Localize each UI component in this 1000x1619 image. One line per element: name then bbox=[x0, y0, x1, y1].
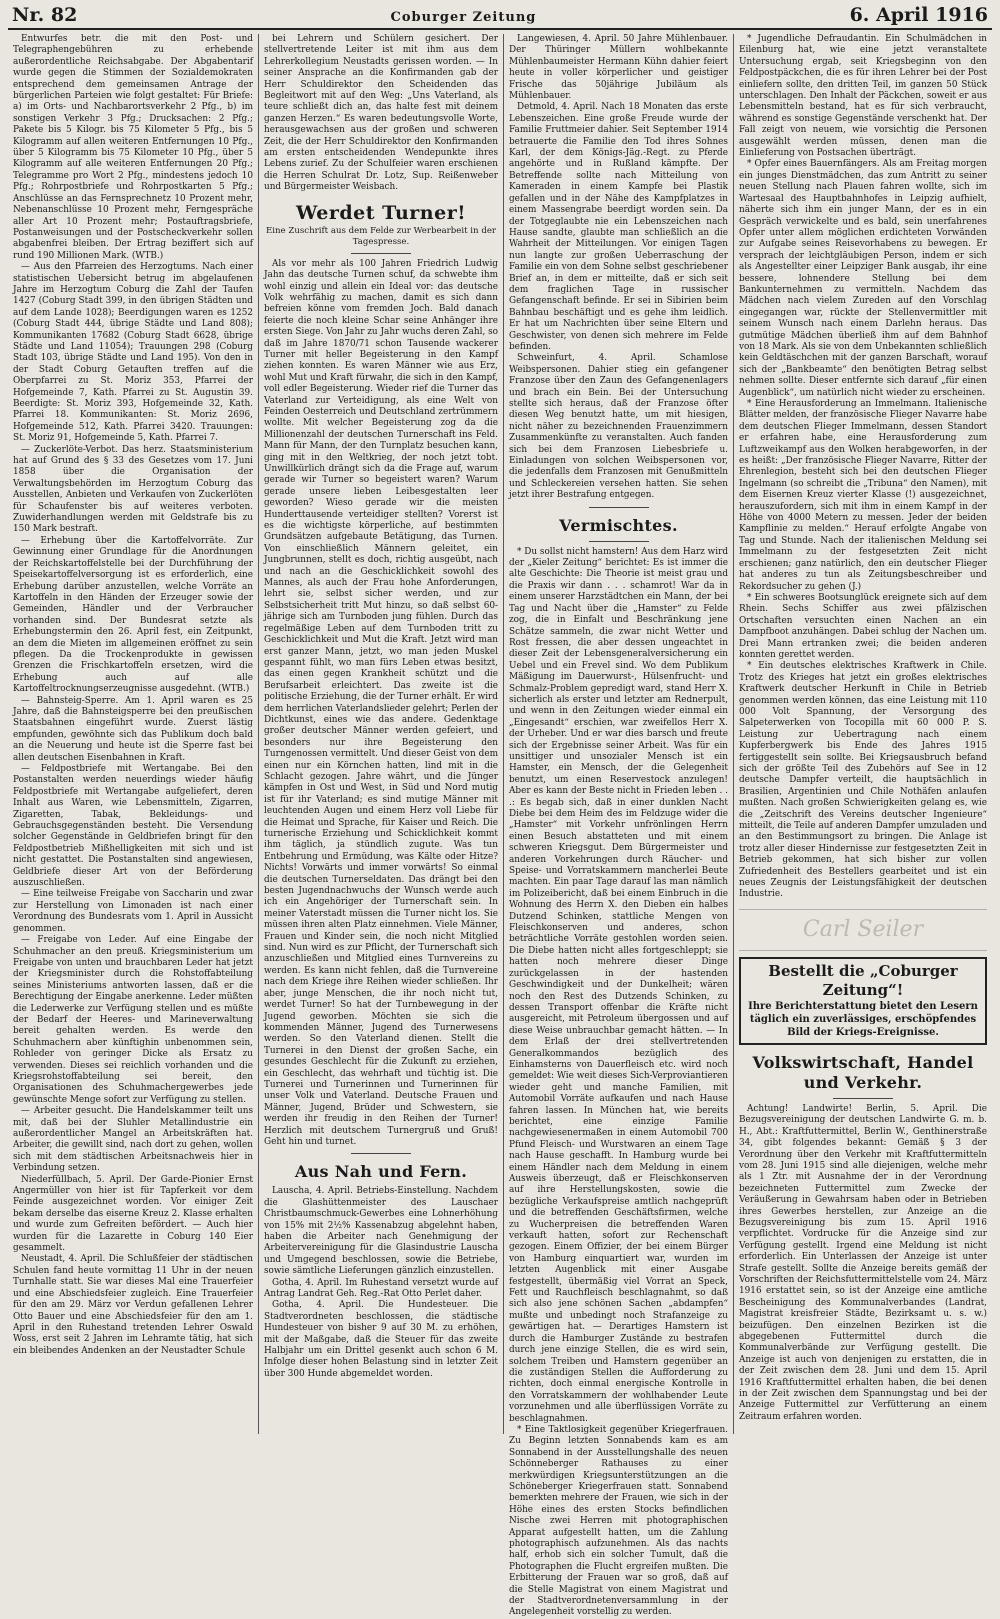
columns bbox=[8, 34, 992, 1618]
column-1 bbox=[8, 34, 258, 1434]
section-heading-vermischtes: Vermischtes. bbox=[559, 515, 678, 535]
article-paragraph: * Opfer eines Bauernfängers. Als am Freitag morgen ein junges Dienstmädchen, das zum Antritt zu seiner neuen Stellung nach Plauen fahren wollte, sich im Wartesaal des Hauptbahnhofes in Leipzig aufhielt, näherte sich ihm ein junger Mann, der es in ein Gespräch verwickelte und es bald, sein unerfahrenes Opfer unter allem möglichen erdichteten Vorwänden zur Aufgabe seines Reisevorhabens zu bewegen. Er versprach der leichtgläubigen Person, indem er sich als Angestellter einer Leipziger Bank ausgab, ihr eine bessere, lohnendere Stellung bei dem Bankunternehmen zu vermitteln. Nachdem das Mädchen nach vielem Zureden auf den Vorschlag eingegangen war, rückte der Stellenvermittler mit seinem Wunsch nach einem Darlehn heraus. Das gutmütige Mädchen überließ ihm auf dem Bahnhof von 18 Mark. Als sie von dem Unbekannten schließlich kein Geldtäschchen mit der ganzen Barschaft, worauf sich der „Bankbeamte“ den benötigten Betrag selbst nehmen sollte. Dieser entfernte sich darauf „für einen Augenblick“, um natürlich nicht wieder zu erscheinen. bbox=[739, 159, 987, 398]
ad-headline: Bestellt die „Coburger Zeitung“! bbox=[768, 961, 958, 999]
newspaper-title: Coburger Zeitung bbox=[390, 10, 537, 25]
article-paragraph: Gotha, 4. April. Die Hundesteuer. Die Stadtverordneten beschlossen, die städtische Hundesteuer von bisher 9 auf 30 M. zu erhöhen, mit der Maßgabe, daß die Steuer für das zweite Halbjahr um ein Drittel gesenkt auch schon 6 M. Infolge dieser hohen Belastung sind in letzter Zeit über 300 Hunde abgemeldet worden. bbox=[264, 1300, 498, 1379]
article-paragraph: — Aus den Pfarreien des Herzogtums. Nach einer statistischen Uebersicht betrug im abgelaufenen Jahre im Herzogtum Coburg die Zahl der Taufen 1427 (Coburg Stadt 399, in den übrigen Städten und auf dem Lande 1028); Beerdigungen waren es 1252 (Coburg Stadt 444, übrige Städte und Land 808); Kommunikanten 17682 (Coburg Stadt 6628, übrige Städte und Land 11054); Trauungen 298 (Coburg Stadt 103, übrige Städte und Land 195). Von den in der Stadt Coburg Getauften treffen auf die Oberpfarrei zu St. Moriz 353, Pfarrei der Hofgemeinde 7, Kath. Pfarrei zu St. Augustin 39. Beerdigte: St. Moriz 393, Hofgemeinde 32, Kath. Pfarrei 18. Kommunikanten: St. Moriz 2696, Hofgemeinde 512, Kath. Pfarrei 3420. Trauungen: St. Moriz 91, Hofgemeinde 5, Kath. Pfarrei 7. bbox=[13, 262, 253, 444]
section-heading-turner: Werdet Turner! bbox=[295, 201, 467, 224]
article-paragraph: * Eine Herausforderung an Immelmann. Italienische Blätter melden, der französische Flieger Navarre habe dem deutschen Flieger Immelmann, dessen Standort er erfahren habe, eine Herausforderung zum Luftzweikampf aus den Wolken herabgeworfen, in der es heißt: „Der französische Flieger Navarre, Ritter der Ehrenlegion, besteht sich bei den deutschen Flieger Ingelmann (so schreibt die „Tribuna“ den Namen), mit dem Eisernen Kreuz vierter Klasse (!) ausgezeichnet, herauszufordern, sich mit ihm in einem Kampf in der Höhe von 4000 Metern zu messen. Jeder der beiden Kampflinie zu melden.“ Herauf erfolgte Angabe von Tag und Stunde. Nach der italienischen Meldung sei Immelmann zu der festgesetzten Zeit nicht erschienen; ganz natürlich, den ein deutscher Flieger hat anderes zu tun als Zeitungsbeschreiber und Rekordsucher zu gehen (J.) bbox=[739, 399, 987, 592]
section-heading-volkswirtschaft: Volkswirtschaft, Handel und Verkehr. bbox=[752, 1052, 974, 1092]
article-paragraph: — Freigabe von Leder. Auf eine Eingabe der Schuhmacher an den preuß. Kriegsministerium um Freigabe von unten und brauchbaren Leder hat jetzt der Kriegsminister durch die Rohstoffabteilung seines Ministeriums antworten lassen, daß er die Berechtigung der Eingabe anerkenne. Leder müßten die Lederwerke zur Verfügung stellen und es müßte der Bedarf der Heeres- und Marineverwaltung bereit gehalten werden. Es werde den Schuhmachern aber künftighin unbenommen sein, Rohleder von geringer Dicke als Ersatz zu verwenden. Dieses sei reichlich vorhanden und die Kriegsrohstoffabteilung sei bereit, den Organisationen des Schuhmachergewerbes jede gewünschte Menge sofort zur Verfügung zu stellen. bbox=[13, 935, 253, 1105]
article-paragraph: Gotha, 4. April. Im Ruhestand versetzt wurde auf Antrag Landrat Geh. Reg.-Rat Otto Perlet daher. bbox=[264, 1277, 498, 1300]
divider bbox=[351, 253, 411, 254]
article-paragraph: — Arbeiter gesucht. Die Handelskammer teilt uns mit, daß bei der Sluhler Metallindustrie ein außerordentlicher Mangel an Arbeitskräften hat. Arbeiter, die gewillt sind, nach dort zu gehen, wollen sich mit dem städtischen Arbeitsnachweis hier in Verbindung setzen. bbox=[13, 1106, 253, 1174]
masthead bbox=[8, 4, 992, 30]
divider bbox=[351, 1153, 411, 1154]
article-paragraph: bei Lehrern und Schülern gesichert. Der stellvertretende Leiter ist mit ihm aus dem Lehrerkollegium Neustadts gerissen worden. — In seiner Ansprache an die Konfirmanden gab der Herr Schuldirektor den Scheidenden das Begleitwort mit auf den Weg: „Uns Vaterland, als teure schließt dich an, das halte fest mit deinem ganzen Herzen.“ Es waren bedeutungsvolle Worte, herausgewachsen aus der großen und schweren Zeit, die der Herr Schuldirektor den Konfirmanden am ersten entscheidenden Wendepunkte ihres Lebens zurief. Zu der Schulfeier waren erschienen die Herren Schulrat Dr. Lotz, Sup. Reißenweber und Bürgermeister Weisbach. bbox=[264, 34, 498, 193]
article-paragraph: — Zuckerlöte-Verbot. Das herz. Staatsministerium hat auf Grund des § 33 des Gesetzes vom 17. Juni 1858 über die Organisation der Verwaltungsbehörden im Herzogtum Coburg das Ausstellen, Anbieten und Verkaufen von Zuckerlöten für Schaufenster bis auf weiteres verboten. Zuwiderhandlungen werden mit Geldstrafe bis zu 150 Mark bestraft. bbox=[13, 444, 253, 535]
section-subtitle: Eine Zuschrift aus dem Felde zur Werbearbeit in der Tagespresse. bbox=[265, 225, 497, 247]
section-heading-nah-fern: Aus Nah und Fern. bbox=[294, 1162, 468, 1182]
divider bbox=[833, 1098, 893, 1099]
article-paragraph: * Jugendliche Defraudantin. Ein Schulmädchen in Eilenburg hat, wie eine jetzt veranstaltete Untersuchung ergab, seit Kriegsbeginn von den Feldpostpäckchen, die es für ihren Lehrer bei der Post einliefern sollte, den dritten Teil, im ganzen 50 Stück unterschlagen. Den Inhalt der Päckchen, soweit er aus Lebensmitteln bestand, hat es für sich verbraucht, während es sonstige Gegenstände verschenkt hat. Der Fall zeigt von neuem, wie vorsichtig die Personen ausgewählt werden müssen, denen man die Einlieferung von Postsachen überträgt. bbox=[739, 34, 987, 159]
divider bbox=[589, 507, 649, 508]
faded-stamp-imprint: Carl Seiler bbox=[739, 909, 987, 951]
article-paragraph: * Du sollst nicht hamstern! Aus dem Harz wird der „Kieler Zeitung“ berichtet: Es ist immer die alte Geschichte: Die Theorie ist meist grau und die Praxis wir dann . . . schamrot! War da in einem unserer Harzstädtchen ein Mann, der bei Tag und Nacht über die „Hamster“ zu Felde zog, die in Einfalt und Beschränkung jene Schätze sammeln, die zwar nicht Wetter und Rost fressen, die aber dessen ungeachtet in dieser Zeit der Lebensgeneralversicherung ein Uebel und ein Frevel sind. Wo dem Publikum Mäßigung im Dauerwurst-, Hülsenfrucht- und Schmalz-Problem gepredigt ward, stand Herr X. sicherlich als erster und letzter am Rednerpult, und wenn in den Zeitungen wieder einmal ein „Eingesandt“ erschien, war zweifellos Herr X. der Urheber. Und er war dies barsch und freute sich der Ergebnisse seiner Arbeit. Was für ein unsittiger und unsozialer Mensch ist ein Hamster, ein Mensch, der die Gelegenheit benutzt, um einen Reservestock anzulegen! Aber es kann der Beste nicht in Frieden leben . . .: Es begab sich, daß in einer dunklen Nacht Diebe bei dem Heim des im Feldzuge wider die „Hamster“ mit Vorkehr unfrönlingen Herrn einen Besuch abstatteten und mit einem schweren Kriegsgut. Dem Bürgermeister und anderen Vorkehrungen durch Räucher- und Speise- und Vorratskammern mancherlei Beute machten. Ein paar Tage darauf las man nämlich im Polizeibericht, daß bei einem Einbruch in die Wohnung des Herrn X. den Dieben ein halbes Dutzend Schinken, stattliche Mengen von Fleischkonserven und anderes, schon beträchtliche Vorräte gestohlen worden seien. Die Diebe hatten nicht alles fortgeschleppt; sie hatten noch mehrere dieser Dinge zurückgelassen in der hastenden Geschwindigkeit und der Dunkelheit; wären noch den Rest des Dutzends Schinken, zu dessen Transport offenbar die Kräfte nicht ausgereicht, mit Petroleum übergossen und auf diese Weise unbrauchbar gemacht hätten. — In dem Erlaß der drei stellvertretenden Generalkommandos bezüglich des Einhamsterns von Dauerfleisch etc. wird noch gemeldet: Wie weit dieses Sich-Verproviantieren wieder geht und manche Familien, mit Automobil Vorräte aufkaufen und nach Hause fahren lassen. In München hat, wie bereits berichtet, eine einzige Familie nachgewiesenermaßen in einem Automobil 700 Pfund Fleisch- und Wurstwaren an einem Tage nach Hause geschafft. In Hamburg wurde bei einem Händler nach dem Meldung in einem Ausweis überzeugt, daß er Fleischkonserven auf ihre Herstellungskosten, sowie die bezügliche Verkaufspreise amtlich nachgeprüft und die betreffenden Geschäftsfirmen, welche zu Wucherpreisen die betreffenden Waren verkauft hatten, sofort zur Rechenschaft gezogen. Einem Offizier, der bei einem Bürger von Hamburg einquartiert war, wurden im letzten Augenblick mit einer Ausgabe festgestellt, übermäßig viel Vorrat an Speck, Fett und Rauchfleisch beschlagnahmt, so daß sich also jene schönen Sachen „abdampfen“ mußte und unbedingt noch Strafanzeige zu gewärtigen hat. — Derartiges Hamstern ist durch die Hamburger Zustände zu bestrafen durch jene einzige Stellen, die es wird sein, solchem Treiben und Hamstern gegenüber an die zuständigen Stellen die Aufforderung zu richten, doch einmal energische Kontrolle in den Vorratskammern der wohlhabender Leute vorzunehmen und alle überflüssigen Vorräte zu beschlagnahmen. bbox=[509, 546, 728, 1424]
article-paragraph: — Erhebung über die Kartoffelvorräte. Zur Gewinnung einer Grundlage für die Anordnungen der Reichskartoffelstelle bei der Durchführung der Speisekartoffelversorgung ist es erforderlich, eine Erhebung darüber anzustellen, welche Vorräte an Kartoffeln in den Händen der Erzeuger sowie der Gemeinden, Händler und der Verbraucher vorhanden sind. Der Bundesrat setzte als Erhebungstermin den 26. April fest, ein Zeitpunkt, an dem die Mieten im allgemeinen eröffnet zu sein pflegen. Da die Trockenprodukte in gewissen Grenzen die Frischkartoffeln ersetzen, wird die Erhebung auch auf alle Kartoffeltrocknungserzeugnisse ausgedehnt. (WTB.) bbox=[13, 535, 253, 695]
issue-date: 6. April 1916 bbox=[849, 4, 988, 26]
article-paragraph: Als vor mehr als 100 Jahren Friedrich Ludwig Jahn das deutsche Turnen schuf, da schwebte ihm wohl einzig und allein ein Ideal vor: das deutsche Volk wehrfähig zu machen, damit es sich dann befreien könne vom fremden Joch. Bald danach feierte die noch kleine Schar seine Anhänger ihre ersten Siege. Von Jahr zu Jahr wuchs deren Zahl, so daß im Jahre 1870/71 schon Tausende wackerer Turner mit heller Begeisterung in den Kampf ziehen konnten. Es waren Männer wie aus Erz, wohl Mut und Kraft fürwahr, die sich in den Kampf, voll edler Begeisterung. Wieder rief die Turner das Vaterland zur Verteidigung, als eine Welt von Feinden Oesterreich und Deutschland zertrümmern wollte. Mit welcher Begeisterung zog da die Millionenzahl der deutschen Turnerschaft ins Feld. Mann für Mann, der den Turnplatz besuchen kann, ging mit in den Weltkrieg, der noch jetzt tobt. Unwillkürlich drängt sich da die Frage auf, warum gerade wir Turner so begeistert waren? Warum gerade unsere lieben Leibesgestalten leer geworden? Wieso gerade wir die meisten Hunderttausende verteidiger stellten? Vorerst ist es die wichtigste körperliche, auf bestimmten Grundsätzen aufgebaute Betätigung, das Turnen. Von einschließlich Männern geleitet, ein Jungbrunnen, stellt es doch, richtig ausgeübt, nach und nach an die Geschicklichkeit sowohl des Mannes, als auch der Frau hohe Anforderungen, lehrt sie, selbst sicher werden, und zur Selbstsicherheit tritt Mut hinzu, so daß selbst 60-jährige sich am Turnboden jung fühlen. Durch das regelmäßige Leben auf dem Turnboden tritt zu Geschicklichkeit und Mut die Kraft. Jetzt wird man erst ganzer Mann, jetzt, wo man jeden Muskel gespannt fühlt, wo man fürs Leben etwas besitzt, das einen gegen Krankheit schützt und die Berufsarbeit erleichtert. Das zweite ist die politische Erziehung, die der Turner erhält. Er wird dem herrlichen Vaterlandslieder gelehrt; Perlen der Dichtkunst, eines wie das andere. Gedenktage großer deutscher Männer werden gefeiert, und besonders nur ihre Begeisterung den Turngenossen vermittelt. Und dieser Geist von dem einen nur ein Körnchen hatten, lind mit in die Schlacht gezogen. Jahre währt, und die Jünger kämpfen in Ost und West, in Süd und Nord mutig ist für ihr Vaterland; es sind mutige Männer mit leuchtenden Augen und einem Herz voll Liebe für die Heimat und Sprache, für Kaiser und Reich. Die turnerische Erziehung und Schicklichkeit kommt ihm täglich, ja stündlich zugute. Was tun Entbehrung und Ermüdung, was Kälte oder Hitze? Nichts! Vorwärts und immer vorwärts! So einmal die deutschen Turnerseldaten. Das drängt bei den besten Jugendnachwuchs der Wunsch werde auch ich ein Angehöriger der Turnerschaft sein. In meiner Vaterstadt müssen die Turner nicht los. Sie müssen ihren alten Platz einnehmen. Viele Männer, Frauen und Kinder sein, die noch nicht Mitglied sind. Nun wird es zur Pflicht, der Turnerschaft sich anzuschließen und Mitglied eines Turnvereins zu werden. Es kann nicht fehlen, daß die Turnvereine nach dem Kriege ihre Reihen wieder schließen. Ihr aber, junge Menschen, die ihr noch nicht tut, werdet Turner! So hat der Turnbewegung in der Jugend geworben. Möchten sie sich die kommenden Männer, Jugend des Turnerwesens werden. So den Vaterland dienen. Stellt die Turnerei in den Dienst der großen Sache, ein gesundes Geschlecht für die Zukunft zu erziehen, ein Geschlecht, das wehrhaft und tüchtig ist. Die Turnerei und Turnerinnen und Turnerinnen für unser Volk und Vaterland. Deutsche Frauen und Männer, Jugend, Brüder und Schwestern, sie werden ihr freudig in den Reihen der Turner! Herzlich mit deutschem Turnergruß und Gruß! Geht hin und turnet. bbox=[264, 258, 498, 1147]
article-paragraph: Schweinfurt, 4. April. Schamlose Weibspersonen. Dahier stieg ein gefangener Franzose über den Zaun des Gefangenenlagers und brach ein Bein. Bei der Untersuchung stellte sich heraus, daß der Franzose öfter diesen Weg benutzt hatte, um mit hiesigen, nicht näher zu bezeichnenden Frauenzimmern Zusammenkünfte zu veranstalten. Auch fanden sich bei dem Franzosen Liebesbriefe u. Einladungen von solchen Weibspersonen vor, die jedenfalls dem Franzosen mit Genußmitteln und Schleckereien versehen hatten. Sie sehen jetzt ihrer Bestrafung entgegen. bbox=[509, 353, 728, 501]
column-3 bbox=[503, 34, 733, 1618]
article-paragraph: Lauscha, 4. April. Betriebs-Einstellung. Nachdem die Glashüttenmeister des Lauschaer Christbaumschmuck-Gewerbes eine Lohnerhöhung von 15% mit 2½% Kassenabzug abgelehnt haben, haben die Arbeiter nach Genehmigung der Arbeitervereinigung für die Glasindustrie Lauscha und Umgegend beschlossen, sowie die Betriebe, sowie sämtliche Lieferungen gänzlich einzustellen. bbox=[264, 1186, 498, 1277]
article-paragraph: * Ein schweres Bootsunglück ereignete sich auf dem Rhein. Sechs Schiffer aus zwei pfälzischen Ortschaften versuchten einen Nachen an ein Dampfboot anzuhängen. Dabei schlug der Nachen um. Drei Mann ertranken zwei; die beiden anderen konnten gerettet werden. bbox=[739, 592, 987, 660]
issue-number: Nr. 82 bbox=[12, 4, 78, 26]
article-paragraph: — Eine teilweise Freigabe von Saccharin und zwar zur Herstellung von Limonaden ist nach einer Verordnung des Bundesrats vom 1. April in Aussicht genommen. bbox=[13, 889, 253, 934]
article-paragraph: Entwurfes betr. die mit den Post- und Telegraphengebühren zu erhebende außerordentliche Reichsabgabe. Der Abgabentarif wurde gegen die Stimmen der Sozialdemokraten entsprechend dem gemeinsamen Antrage der bürgerlichen Parteien wie folgt gestaltet: Für Briefe: a) im Orts- und Nachbarortsverkehr 2 Pfg., b) im sonstigen Verkehr 3 Pfg.; Drucksachen: 2 Pfg.; Pakete bis 5 Kilogr. bis 75 Kilometer 5 Pfg., bis 5 Kilogramm auf allen weiteren Entfernungen 10 Pfg., über 5 Kilogramm bis 75 Kilometer 10 Pfg., über 5 Kilogramm auf alle weiteren Entfernungen 20 Pfg.; Telegramme pro Wort 2 Pfg., mindestens jedoch 10 Pfg.; Rohrpostbriefe und Rohrpostkarten 5 Pfg.; Anschlüsse an das Fernsprechnetz 10 Prozent mehr, Nebenanschlüsse 10 Prozent mehr, Ferngespräche aller Art 10 Prozent mehr; Postauftragsbriefe, Postanweisungen und der Postscheckverkehr sollen abgabenfrei bleiben. Der Ertrag beziffert sich auf rund 190 Millionen Mark. (WTB.) bbox=[13, 34, 253, 261]
article-paragraph: Niederfüllbach, 5. April. Der Garde-Pionier Ernst Angermüller von hier ist für Tapferkeit vor dem Feinde ausgezeichnet worden. Vor einiger Zeit bekam derselbe das eiserne Kreuz 2. Klasse erhalten und wurde zum Gefreiten befördert. — Auch hier wurden für die Lazarette in Coburg 140 Eier gesammelt. bbox=[13, 1174, 253, 1254]
column-4 bbox=[733, 34, 992, 1434]
article-paragraph: Langewiesen, 4. April. 50 Jahre Mühlenbauer. Der Thüringer Müllern wohlbekannte Mühlenbaumeister Hermann Kühn dahier feiert heute in voller körperlicher und geistiger Frische das 50jährige Jubiläum als Mühlenbauer. bbox=[509, 34, 728, 102]
article-paragraph: * Ein deutsches elektrisches Kraftwerk in Chile. Trotz des Krieges hat jetzt ein großes elektrisches Kraftwerk deutscher Herkunft in Chile in Betrieb genommen werden können, das eine Leistung mit 110 000 Volt Spannung, der Versorgung des Salpeterwerken von Tocopilla mit 60 000 P. S. Leistung zur Uebertragung nach einem Kupferbergwerk bis Ende des Jahres 1915 fertiggestellt sein sollte. Bei Kriegsausbruch befand sich der größte Teil des Zubehörs auf See in 12 deutsche Dampfer verteilt, die hauptsächlich in Brasilien, Argentinien und Chile Nothäfen anlaufen mußten. Nach großen Schwierigkeiten gelang es, wie die „Zeitschrift des Vereins deutscher Ingenieure“ mitteilt, die Teile auf anderen Dampfer umzuladen und an den Bestimmungsort zu bringen. Die Anlage ist trotz aller dieser Hindernisse zur festgesetzten Zeit in Betrieb gekommen, hat sich bisher zur vollen Zufriedenheit des Bestellers gearbeitet und ist ein neues Zeugnis der Leistungsfähigkeit der deutschen Industrie. bbox=[739, 661, 987, 900]
subscription-ad-box bbox=[739, 957, 987, 1045]
column-2 bbox=[258, 34, 503, 1434]
article-paragraph: Neustadt, 4. April. Die Schlußfeier der städtischen Schulen fand heute vormittag 11 Uhr in der neuen Turnhalle statt. Sie war dieses Mal eine Trauerfeier und eine Abschiedsfeier zugleich. Eine Trauerfeier für den am 29. März vor Verdun gefallenen Lehrer Otto Bauer und eine Abschiedsfeier für den am 1. April in den Ruhestand tretenden Lehrer Oswald Woss, erst seit 2 Jahren im Lehramte tätig, hat sich ein bleibendes Andenken an der Neustadter Schule bbox=[13, 1254, 253, 1356]
article-paragraph: Achtung! Landwirte! Berlin, 5. April. Die Bezugsvereinigung der deutschen Landwirte G. m. b. H., Abt.: Kraftfuttermittel, Berlin W., Genthinerstraße 34, gibt folgendes bekannt: Gemäß § 3 der Verordnung über den Verkehr mit Kraftfuttermitteln vom 28. Juni 1915 sind alle diejenigen, welche mehr als 1 Ztr. mit Ausnahme der in der Verordnung bezeichneten Futtermittel zum Zwecke der Veräußerung in Gewahrsam haben oder in Betrieben ihres Gewerbes herstellen, zur Anzeige an die Bezugsvereinigung bis zum 15. April 1916 verpflichtet. Vordrucke für die Anzeige sind zur Verfügung gestellt. Irgend eine Meldung ist nicht erforderlich. Ein Unterlassen der Anzeige ist unter Strafe gestellt. Sollte die Anzeige bereits gemäß der Vorschriften der Reichsfuttermittelstelle vom 24. März 1916 erstattet sein, so ist der Anzeige eine amtliche Bescheinigung des Kommunalverbandes (Landrat, Magistrat kreisfreier Städte, Bezirksamt u. s. w.) beizufügen. Den einzelnen Bezirken ist die abgegebenen Futtermittel durch die Kommunalverbände zur Verfügung gestellt. Die Anzeige ist auch von denjenigen zu erstatten, die in der Zeit zwischen dem 28. Juni und dem 15. April 1916 Kraftfuttermittel erhalten haben, die bei denen in der Zeit zwischen dem Spannungstag und bei der Anzeige Futtermittel zur Verfütterung an einem Zeitraum erfahren worden. bbox=[739, 1103, 987, 1422]
divider bbox=[589, 541, 649, 542]
article-paragraph: * Eine Taktlosigkeit gegenüber Kriegerfrauen. Zu Beginn letzten Sonnabends kam es am Sonnabend in der Ausstellungshalle des neuen Schönneberger Rathauses zu einer merkwürdigen Kriegsunterstützungen an die Schöneberger Kriegerfrauen statt. Sonnabend bemerkten mehrere der Frauen, wie sich in der Höhe eines des ersten Stocks befindlichen Nische zwei Herren mit photographischen Apparat aufgestellt hatten, um die Zahlung photographisch aufzunehmen. Als das nachts half, erhob sich ein solcher Tumult, daß die Photographen die Flucht ergreifen mußten. Die Erbitterung der Frauen war so groß, daß auf die Stelle Magistrat von einem Magistrat und der Stadtverordnetenversammlung in der Angelegenheit vorstellig zu werden. bbox=[509, 1424, 728, 1618]
ad-tagline: Ihre Berichterstattung bietet den Lesern täglich ein zuverlässiges, erschöpfendes Bild der Kriegs-Ereignisse. bbox=[748, 1000, 978, 1038]
article-paragraph: — Bahnsteig-Sperre. Am 1. April waren es 25 Jahre, daß die Bahnsteigsperre bei den preußischen Staatsbahnen eingeführt wurde. Zuerst lästig empfunden, gewöhnte sich das Publikum doch bald an die Neuerung und heute ist die Sperre fast bei allen deutschen Eisenbahnen in Kraft. bbox=[13, 695, 253, 763]
article-paragraph: — Feldpostbriefe mit Wertangabe. Bei den Postanstalten werden neuerdings wieder häufig Feldpostbriefe mit Wertangabe aufgeliefert, deren Inhalt aus Waren, wie Lebensmitteln, Zigarren, Zigaretten, Tabak, Bekleidungs- und Gebrauchsgegenständen besteht. Die Versendung solcher Gegenstände in Geldbriefen bringt für den Feldpostbetrieb Mißhelligkeiten mit sich und ist nicht gestattet. Die Postanstalten sind angewiesen, Geldbriefe dieser Art von der Beförderung auszuschließen. bbox=[13, 764, 253, 889]
article-paragraph: Detmold, 4. April. Nach 18 Monaten das erste Lebenszeichen. Eine große Freude wurde der Familie Fruttmeier dahier. Seit September 1914 betrauerte die Familie den Tod ihres Sohnes Karl, der dem Königs-Jäg.-Regt. zu Pferde angehörte und in Rußland kämpfte. Der Betreffende sollte nach Mitteilung von Kameraden in einem Kampfe bei Plastik gefallen und in der Nähe des Kampfplatzes in einem Massengrabe beerdigt worden sein. Da der Totgeglaubte nie ein Lebenszeichen nach Hause sandte, glaubte man schließlich an die Wahrheit der Mitteilungen. Vor einigen Tagen nun langte zur großen Ueberraschung der Familie ein von dem Sohne selbst geschriebener Brief an, in dem er mitteilte, daß er sich seit dem fraglichen Tage in russischer Gefangenschaft befinde. Er sei in Sibirien beim Bahnbau beschäftigt und es gehe ihm leidlich. Er hat um Nachrichten über seine Eltern und Geschwister, von denen sich mehrere im Felde befinden. bbox=[509, 102, 728, 352]
